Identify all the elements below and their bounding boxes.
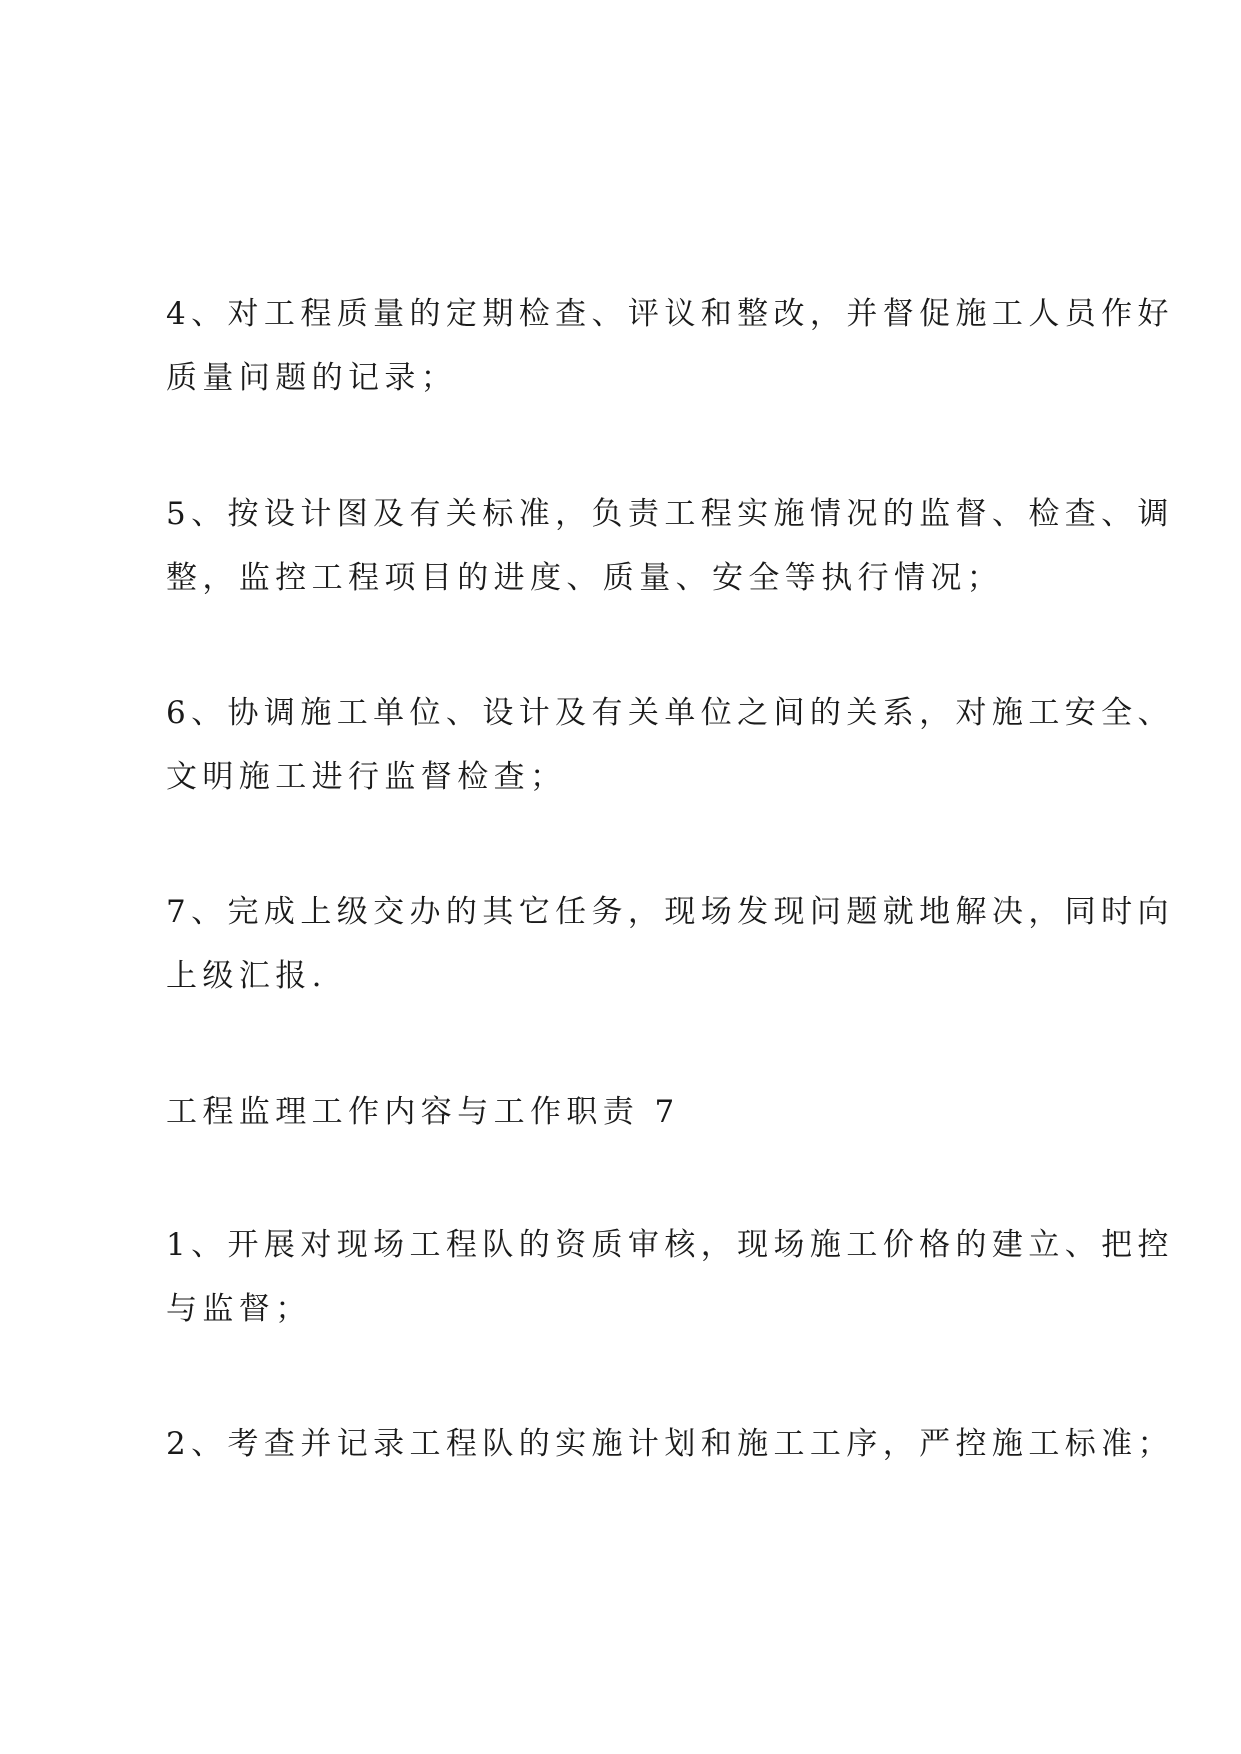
text-line: 上级汇报. [166, 958, 327, 994]
text-line: 2、考查并记录工程队的实施计划和施工工序，严控施工标准； [166, 1426, 1174, 1462]
paragraph-item-6 [166, 681, 1174, 809]
text-line: 与监督； [166, 1291, 312, 1327]
paragraph-item-4 [166, 282, 1174, 410]
paragraph-item-2 [166, 1412, 1174, 1476]
text-line: 质量问题的记录； [166, 360, 458, 396]
text-line: 整，监控工程项目的进度、质量、安全等执行情况； [166, 560, 1004, 596]
text-line: 文明施工进行监督检查； [166, 759, 567, 795]
text-line: 7、完成上级交办的其它任务，现场发现问题就地解决，同时向 [166, 894, 1174, 930]
text-line: 4、对工程质量的定期检查、评议和整改，并督促施工人员作好 [166, 296, 1174, 332]
text-line: 6、协调施工单位、设计及有关单位之间的关系，对施工安全、 [166, 695, 1174, 731]
text-line: 5、按设计图及有关标准，负责工程实施情况的监督、检查、调 [166, 496, 1174, 532]
paragraph-item-1 [166, 1213, 1174, 1341]
text-line: 1、开展对现场工程队的资质审核，现场施工价格的建立、把控 [166, 1227, 1174, 1263]
paragraph-item-7 [166, 880, 1174, 1008]
paragraph-item-5 [166, 482, 1174, 610]
section-heading [166, 1080, 1086, 1144]
heading-line: 工程监理工作内容与工作职责 7 [166, 1094, 680, 1130]
